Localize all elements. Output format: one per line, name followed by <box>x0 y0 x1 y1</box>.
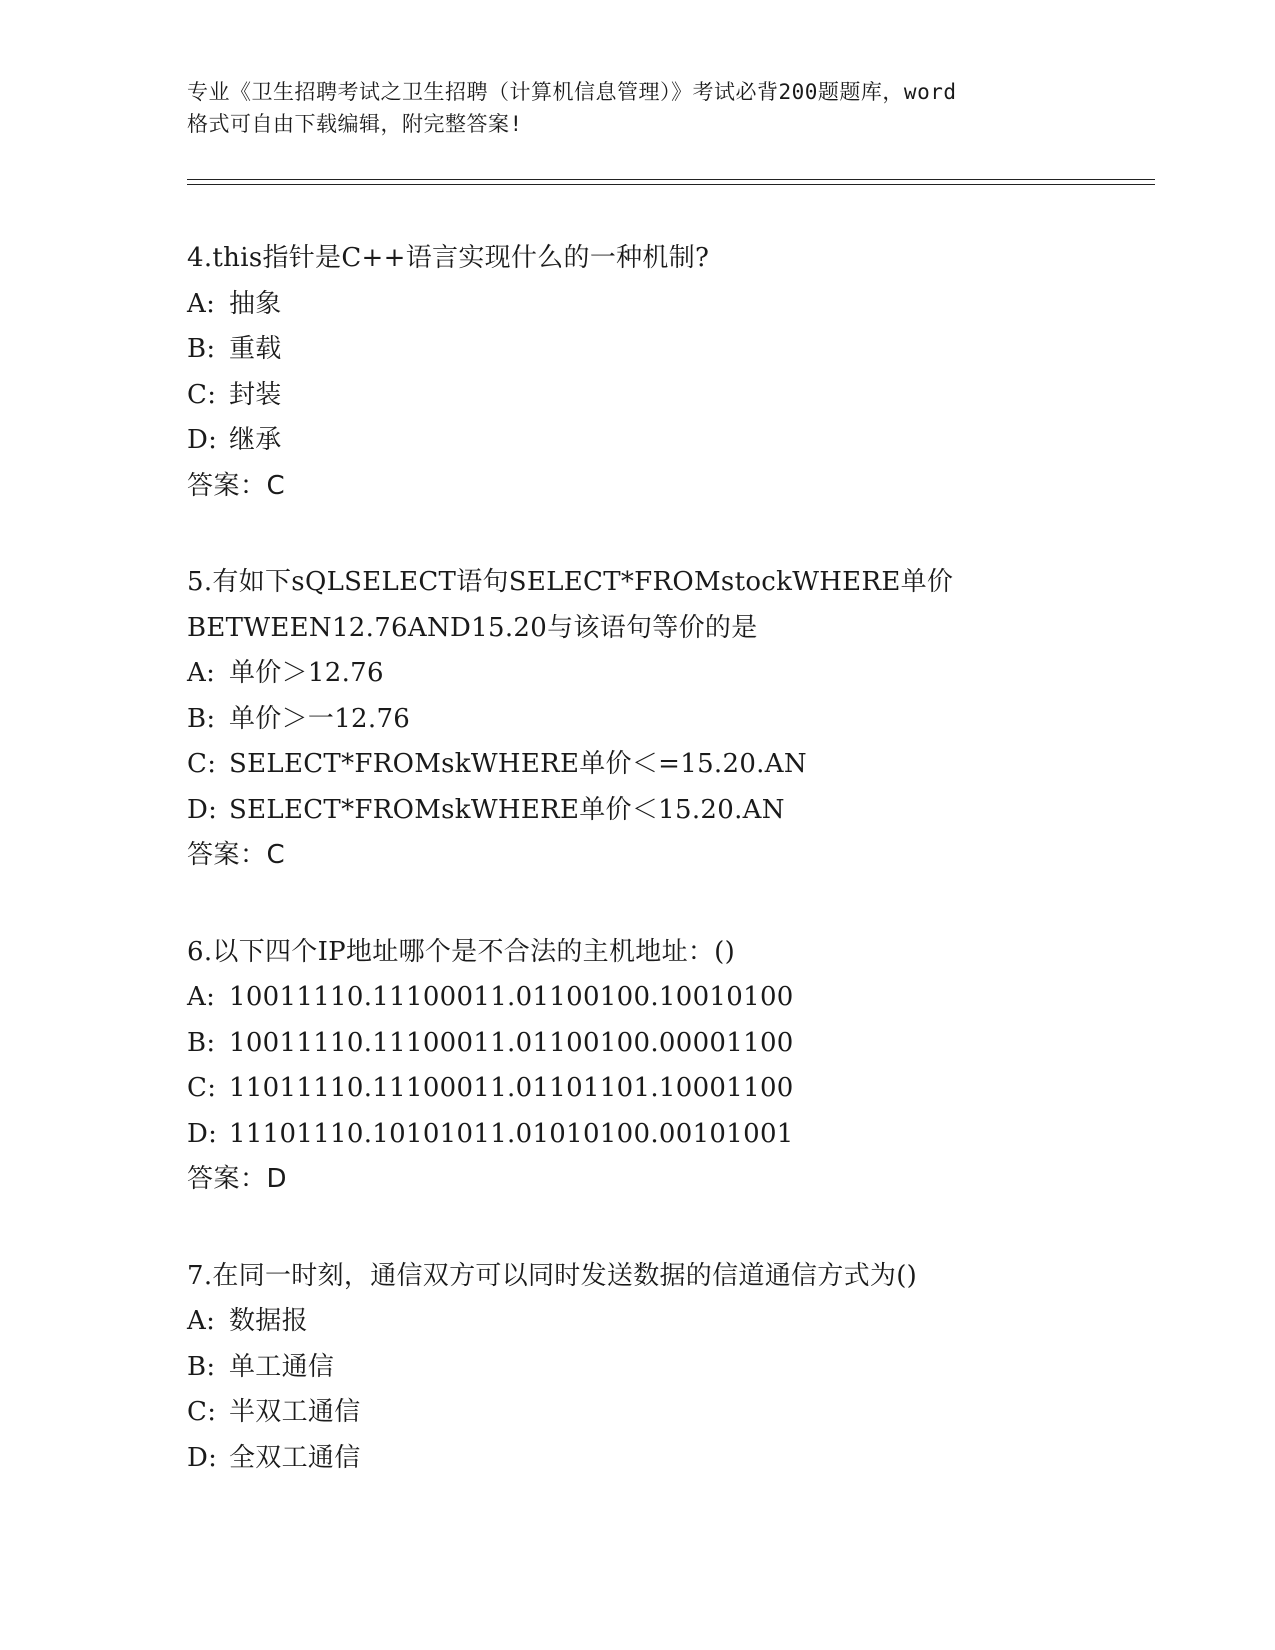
question-item <box>187 930 1147 1203</box>
option-text: 11011110.11100011.01101101.10001100 <box>229 1073 794 1103</box>
option-text: 重载 <box>229 334 282 364</box>
answer-label: 答案： <box>187 470 267 501</box>
question-stem: 4.this指针是C++语言实现什么的一种机制? <box>187 243 710 273</box>
option-text: 11101110.10101011.01010100.00101001 <box>229 1118 794 1149</box>
option-text: 抽象 <box>229 288 282 319</box>
option-d <box>187 1112 1147 1158</box>
option-letter: C: <box>187 379 217 410</box>
answer-line <box>187 464 1147 510</box>
option-c <box>187 742 1147 788</box>
option-text: 数据报 <box>229 1306 308 1336</box>
header-line-1: 专业《卫生招聘考试之卫生招聘（计算机信息管理）》考试必背200题题库，word <box>187 80 957 104</box>
option-letter: D: <box>187 794 218 825</box>
option-letter: B: <box>187 1027 216 1058</box>
option-a <box>187 282 1147 328</box>
option-a <box>187 651 1147 697</box>
option-text: 10011110.11100011.01100100.10010100 <box>229 982 794 1012</box>
option-letter: D: <box>187 1442 218 1473</box>
option-text: SELECT*FROMskWHERE单价＜15.20.AN <box>229 794 785 825</box>
option-letter: C: <box>187 1073 217 1103</box>
header-line-2: 格式可自由下载编辑，附完整答案! <box>187 112 523 136</box>
answer-line <box>187 1157 1147 1203</box>
answer-value: D <box>266 1164 288 1194</box>
option-text: 单工通信 <box>229 1351 335 1382</box>
option-a <box>187 1299 1147 1345</box>
option-letter: A: <box>187 1306 216 1336</box>
question-item <box>187 1254 1147 1482</box>
option-c <box>187 373 1147 419</box>
question-stem-line-1: 5.有如下sQLSELECT语句SELECT*FROMstockWHERE单价 <box>187 567 954 597</box>
option-letter: A: <box>187 982 216 1012</box>
option-b <box>187 327 1147 373</box>
option-letter: A: <box>187 658 216 688</box>
option-text: 半双工通信 <box>229 1397 361 1427</box>
option-b <box>187 1021 1147 1067</box>
option-letter: D: <box>187 1118 218 1149</box>
option-text: 10011110.11100011.01100100.00001100 <box>229 1027 794 1058</box>
answer-label: 答案： <box>187 840 267 870</box>
question-stem-line-2: BETWEEN12.76AND15.20与该语句等价的是 <box>187 612 758 643</box>
question-stem: 7.在同一时刻，通信双方可以同时发送数据的信道通信方式为() <box>187 1260 918 1291</box>
option-b <box>187 697 1147 743</box>
option-a <box>187 975 1147 1021</box>
option-d <box>187 418 1147 464</box>
question-stem: 6.以下四个IP地址哪个是不合法的主机地址：() <box>187 936 736 967</box>
header-divider-top <box>187 179 1155 180</box>
option-letter: D: <box>187 425 218 455</box>
document-header <box>187 76 1107 140</box>
option-d <box>187 1436 1147 1482</box>
question-item <box>187 236 1147 509</box>
question-list <box>187 236 1147 1532</box>
option-letter: B: <box>187 703 216 734</box>
option-letter: B: <box>187 1351 216 1382</box>
question-item <box>187 560 1147 879</box>
option-letter: A: <box>187 288 216 319</box>
option-letter: C: <box>187 749 217 779</box>
option-d <box>187 788 1147 834</box>
option-text: 继承 <box>229 425 282 455</box>
option-text: 全双工通信 <box>229 1442 361 1473</box>
answer-value: C <box>266 470 286 501</box>
header-divider-bottom <box>187 184 1155 185</box>
option-letter: C: <box>187 1397 217 1427</box>
answer-value: C <box>266 840 286 870</box>
option-text: SELECT*FROMskWHERE单价＜=15.20.AN <box>229 749 807 779</box>
option-text: 单价＞12.76 <box>229 658 384 688</box>
option-c <box>187 1066 1147 1112</box>
option-text: 封装 <box>229 379 282 410</box>
option-c <box>187 1390 1147 1436</box>
answer-line <box>187 833 1147 879</box>
option-letter: B: <box>187 334 216 364</box>
answer-label: 答案： <box>187 1164 267 1194</box>
option-text: 单价＞一12.76 <box>229 703 411 734</box>
option-b <box>187 1345 1147 1391</box>
